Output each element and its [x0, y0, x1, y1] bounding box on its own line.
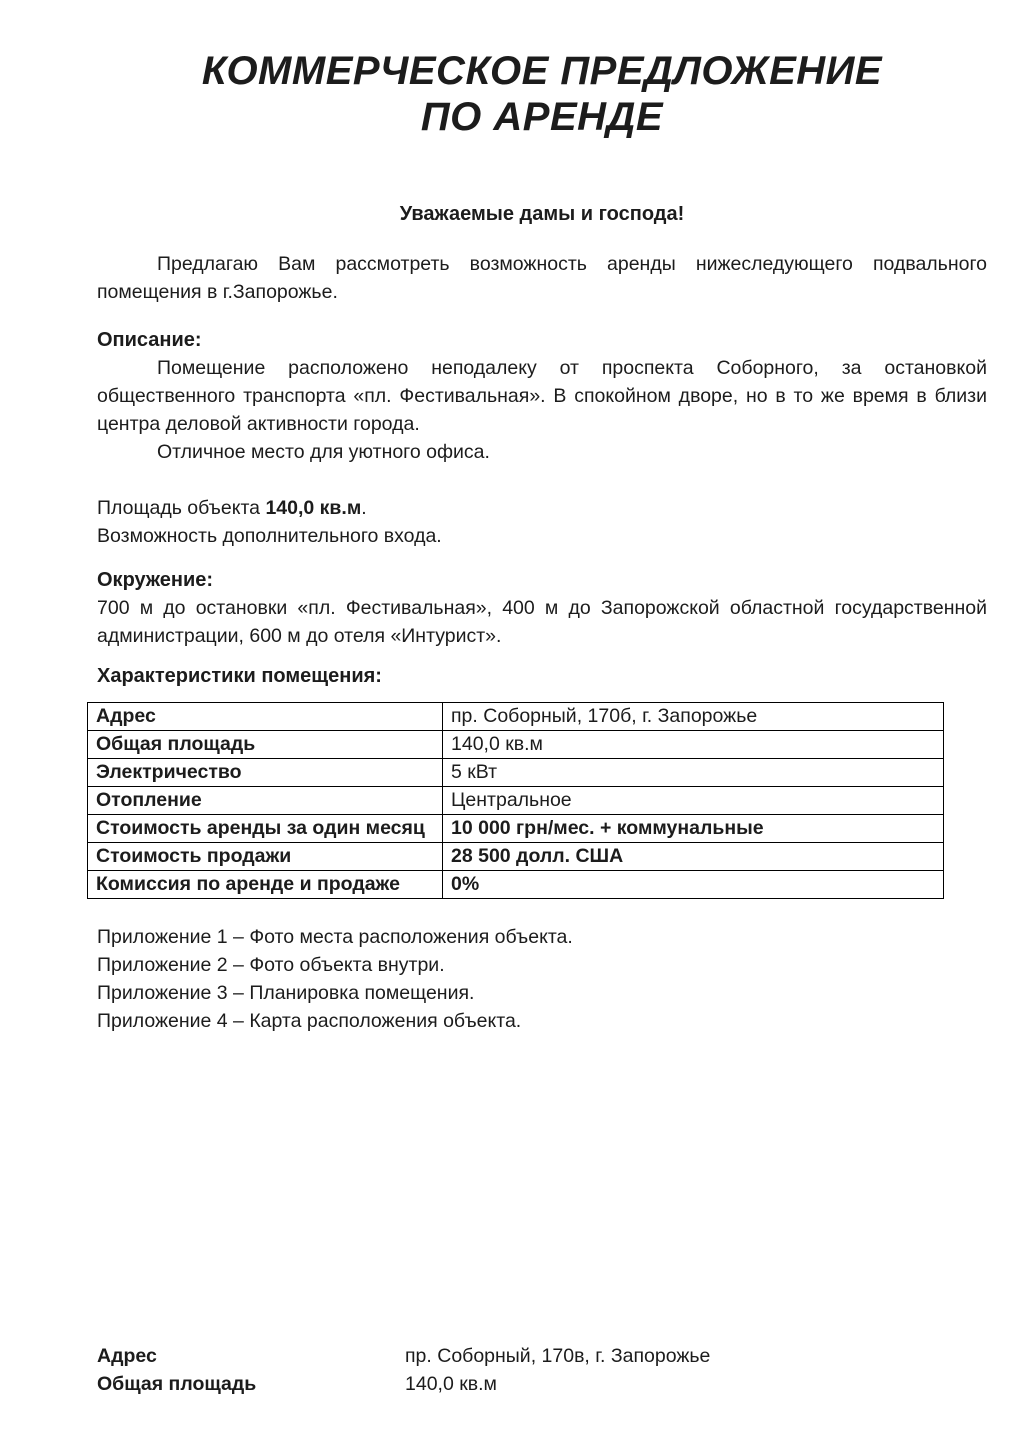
- table-row-sale-price: [88, 843, 944, 871]
- characteristics-heading: Характеристики помещения:: [97, 665, 382, 687]
- object-area-period: .: [361, 497, 367, 519]
- table-cell-label: Отопление: [88, 787, 443, 815]
- document-title-line1: КОММЕРЧЕСКОЕ ПРЕДЛОЖЕНИЕ: [201, 49, 883, 93]
- object-area-prefix: Площадь объекта: [97, 497, 266, 519]
- footer-area-value: 140,0 кв.м: [405, 1373, 497, 1395]
- characteristics-table: [87, 702, 944, 899]
- description-paragraph-1: Помещение расположено неподалеку от проспекта Соборного, за остановкой общественного транспорта «пл. Фестивальная». В спокойном дворе, но в то же время в близи центра деловой активности города.: [97, 357, 987, 435]
- document-title: [97, 48, 987, 140]
- table-cell-label: Электричество: [88, 759, 443, 787]
- table-row-heating: [88, 787, 944, 815]
- appendix-item-1: Приложение 1 – Фото места расположения объекта.: [97, 926, 573, 948]
- object-area-block: [97, 494, 987, 550]
- table-cell-value: 28 500 долл. США: [443, 843, 944, 871]
- table-cell-value: пр. Соборный, 170б, г. Запорожье: [443, 703, 944, 731]
- footer-row-address: [97, 1342, 987, 1370]
- table-row-commission: [88, 871, 944, 899]
- surroundings-text: 700 м до остановки «пл. Фестивальная», 400 м до Запорожской областной государственной администрации, 600 м до отеля «Интурист».: [97, 597, 987, 647]
- table-cell-label: Стоимость продажи: [88, 843, 443, 871]
- document-title-line2: ПО АРЕНДЕ: [420, 95, 664, 139]
- footer-address-value: пр. Соборный, 170в, г. Запорожье: [405, 1345, 711, 1367]
- table-row-address: [88, 703, 944, 731]
- table-cell-value: Центральное: [443, 787, 944, 815]
- table-cell-label: Адрес: [88, 703, 443, 731]
- entrance-note-line: Возможность дополнительного входа.: [97, 525, 442, 547]
- object-area-value: 140,0 кв.м: [265, 497, 362, 519]
- table-row-total-area: [88, 731, 944, 759]
- table-row-electricity: [88, 759, 944, 787]
- footer-address-label: Адрес: [97, 1345, 157, 1367]
- appendix-list: [97, 923, 987, 1035]
- footer-row-total-area: [97, 1370, 987, 1398]
- description-paragraph-2: Отличное место для уютного офиса.: [157, 441, 490, 463]
- appendix-item-3: Приложение 3 – Планировка помещения.: [97, 982, 475, 1004]
- table-cell-value: 5 кВт: [443, 759, 944, 787]
- table-cell-value: 10 000 грн/мес. + коммунальные: [443, 815, 944, 843]
- table-cell-value: 0%: [443, 871, 944, 899]
- surroundings-heading: Окружение:: [97, 569, 214, 591]
- object-area-line: [97, 494, 987, 522]
- appendix-item-4: Приложение 4 – Карта расположения объекта.: [97, 1010, 522, 1032]
- footer-area-label: Общая площадь: [97, 1373, 257, 1395]
- document-content: [97, 48, 987, 1035]
- table-cell-label: Комиссия по аренде и продаже: [88, 871, 443, 899]
- table-cell-value: 140,0 кв.м: [443, 731, 944, 759]
- appendix-item-2: Приложение 2 – Фото объекта внутри.: [97, 954, 445, 976]
- footer-summary: [97, 1342, 987, 1398]
- table-row-rent-price: [88, 815, 944, 843]
- table-cell-label: Общая площадь: [88, 731, 443, 759]
- description-heading: Описание:: [97, 329, 202, 351]
- intro-paragraph: Предлагаю Вам рассмотреть возможность аренды нижеследующего подвального помещения в г.Запорожье.: [97, 253, 987, 303]
- greeting-line: Уважаемые дамы и господа!: [399, 203, 685, 225]
- table-cell-label: Стоимость аренды за один месяц: [88, 815, 443, 843]
